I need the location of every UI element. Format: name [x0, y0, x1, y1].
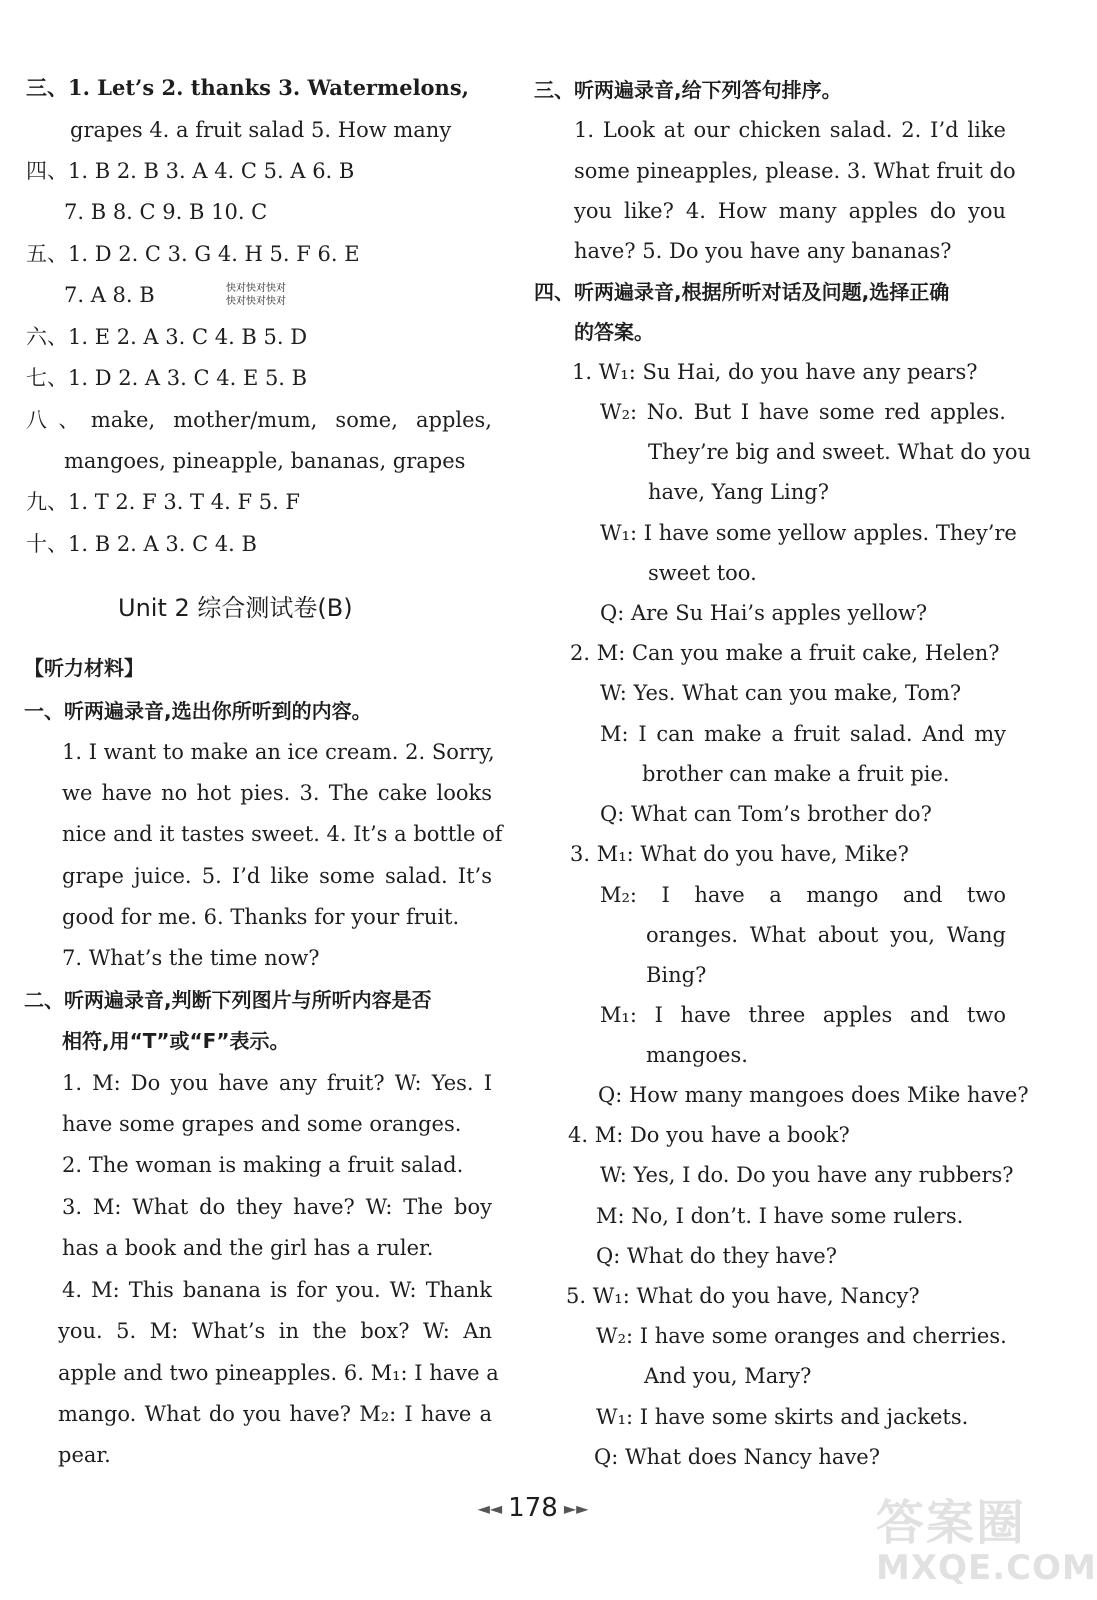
- part4-line: Q: What do they have?: [596, 1244, 837, 1268]
- answer-line-6: 六、1. E 2. A 3. C 4. B 5. D: [26, 325, 308, 349]
- part2-line: has a book and the girl has a ruler.: [62, 1236, 434, 1260]
- part4-line: brother can make a fruit pie.: [642, 762, 950, 786]
- part1-line: 7. What’s the time now?: [62, 946, 320, 970]
- section-title: Unit 2 综合测试卷(B): [118, 594, 353, 622]
- part4-line: Q: Are Su Hai’s apples yellow?: [600, 601, 928, 625]
- part2-line: 3. M: What do they have? W: The boy: [62, 1195, 492, 1219]
- part2-line: 4. M: This banana is for you. W: Thank: [62, 1278, 492, 1302]
- part3-line: some pineapples, please. 3. What fruit do: [574, 159, 1016, 183]
- part2-line: mango. What do you have? M₂: I have a: [58, 1402, 492, 1426]
- answer-line-4-cont: 7. B 8. C 9. B 10. C: [64, 200, 268, 224]
- answer-line-5-cont: 7. A 8. B: [64, 283, 155, 307]
- part4-line: have, Yang Ling?: [648, 480, 829, 504]
- part4-line: W₁: I have some skirts and jackets.: [596, 1405, 969, 1429]
- part1-line: 1. I want to make an ice cream. 2. Sorry,: [62, 740, 495, 764]
- part1-heading: 一、听两遍录音,选出你所听到的内容。: [24, 699, 372, 723]
- part4-line: M₂: I have a mango and two: [600, 883, 1006, 907]
- part3-heading: 三、听两遍录音,给下列答句排序。: [534, 78, 842, 102]
- answer-line-4: 四、1. B 2. B 3. A 4. C 5. A 6. B: [26, 159, 355, 183]
- part2-line: pear.: [58, 1443, 111, 1467]
- part4-heading-cont: 的答案。: [574, 320, 654, 344]
- part2-line: apple and two pineapples. 6. M₁: I have a: [58, 1361, 499, 1385]
- part4-line: And you, Mary?: [644, 1364, 812, 1388]
- part4-line: Q: How many mangoes does Mike have?: [598, 1083, 1029, 1107]
- part4-line: W₂: I have some oranges and cherries.: [596, 1324, 1007, 1348]
- part4-line: sweet too.: [648, 561, 757, 585]
- answer-line-7: 七、1. D 2. A 3. C 4. E 5. B: [26, 366, 308, 390]
- part4-line: 5. W₁: What do you have, Nancy?: [566, 1284, 920, 1308]
- part4-line: Q: What does Nancy have?: [594, 1445, 880, 1469]
- part4-line: M: I can make a fruit salad. And my: [600, 722, 1006, 746]
- part4-line: 4. M: Do you have a book?: [568, 1123, 850, 1147]
- listening-header: 【听力材料】: [24, 656, 144, 680]
- part4-line: oranges. What about you, Wang: [646, 923, 1006, 947]
- answer-line-3: 三、1. Let’s 2. thanks 3. Watermelons,: [26, 75, 469, 100]
- page-number: 178: [508, 1493, 558, 1523]
- answer-line-8-cont: mangoes, pineapple, bananas, grapes: [64, 449, 466, 473]
- part4-line: mangoes.: [646, 1043, 748, 1067]
- part1-line: good for me. 6. Thanks for your fruit.: [62, 905, 460, 929]
- part4-line: W: Yes, I do. Do you have any rubbers?: [600, 1163, 1014, 1187]
- part4-heading: 四、听两遍录音,根据所听对话及问题,选择正确: [534, 280, 950, 304]
- part4-line: 1. W₁: Su Hai, do you have any pears?: [572, 360, 978, 384]
- part2-line: 2. The woman is making a fruit salad.: [62, 1153, 464, 1177]
- stamp-text-2: 快对快对快对: [226, 296, 286, 307]
- arrow-right-icon: ►►: [563, 1499, 589, 1518]
- watermark-logo: 答案圈: [876, 1495, 1027, 1551]
- part2-heading: 二、听两遍录音,判断下列图片与所听内容是否: [24, 988, 432, 1012]
- stamp-text-1: 快对快对快对: [226, 283, 286, 294]
- part4-line: They’re big and sweet. What do you: [648, 440, 1032, 464]
- watermark: [872, 1482, 1097, 1598]
- part4-line: W₂: No. But I have some red apples.: [600, 400, 1006, 424]
- part4-line: 2. M: Can you make a fruit cake, Helen?: [570, 641, 1000, 665]
- part4-line: 3. M₁: What do you have, Mike?: [570, 842, 909, 866]
- part2-heading-cont: 相符,用“T”或“F”表示。: [62, 1029, 290, 1053]
- part4-line: W₁: I have some yellow apples. They’re: [600, 521, 1017, 545]
- part3-line: have? 5. Do you have any bananas?: [574, 239, 952, 263]
- part4-line: M₁: I have three apples and two: [600, 1003, 1006, 1027]
- part4-line: Q: What can Tom’s brother do?: [600, 802, 932, 826]
- part4-line: Bing?: [646, 963, 707, 987]
- answer-line-9: 九、1. T 2. F 3. T 4. F 5. F: [26, 490, 300, 514]
- part1-line: we have no hot pies. 3. The cake looks: [62, 781, 492, 805]
- part3-line: you like? 4. How many apples do you: [574, 199, 1006, 223]
- part4-line: W: Yes. What can you make, Tom?: [600, 681, 962, 705]
- part3-line: 1. Look at our chicken salad. 2. I’d like: [574, 118, 1006, 142]
- part4-line: M: No, I don’t. I have some rulers.: [596, 1204, 964, 1228]
- answer-line-5: 五、1. D 2. C 3. G 4. H 5. F 6. E: [26, 242, 360, 266]
- answer-line-8: 八、make, mother/mum, some, apples,: [26, 408, 492, 432]
- answer-line-10: 十、1. B 2. A 3. C 4. B: [26, 532, 257, 556]
- answer-line-3-cont: grapes 4. a fruit salad 5. How many: [70, 118, 452, 142]
- part1-line: grape juice. 5. I’d like some salad. It’s: [62, 864, 492, 888]
- part2-line: 1. M: Do you have any fruit? W: Yes. I: [62, 1071, 492, 1095]
- part1-line: nice and it tastes sweet. 4. It’s a bottle of: [62, 822, 503, 846]
- part2-line: have some grapes and some oranges.: [62, 1112, 462, 1136]
- part2-line: you. 5. M: What’s in the box? W: An: [58, 1319, 492, 1343]
- arrow-left-icon: ◄◄: [477, 1499, 503, 1518]
- watermark-url: MXQE.COM: [876, 1548, 1097, 1588]
